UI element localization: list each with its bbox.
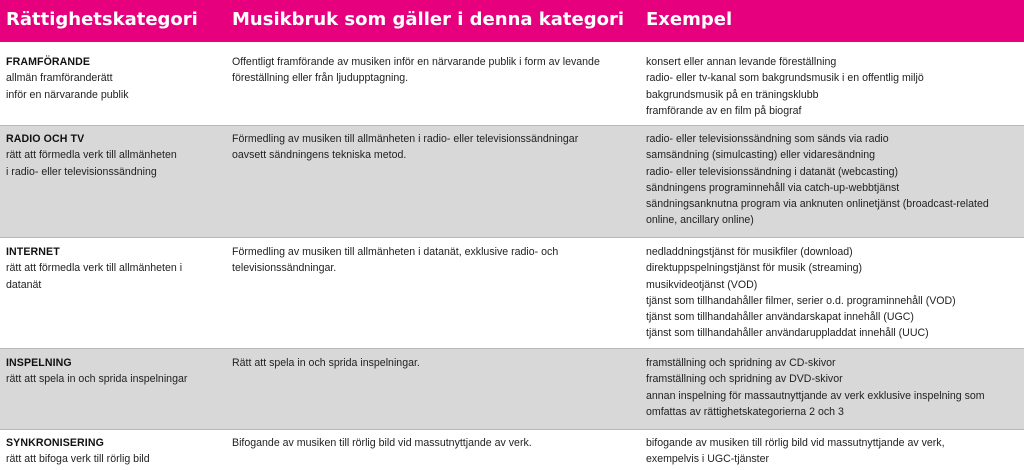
row-usage-cell <box>232 131 632 164</box>
usage-line: Förmedling av musiken till allmänheten i datanät, exklusive radio- och <box>232 246 559 258</box>
example-line: framställning och spridning av CD-skivor <box>646 357 836 369</box>
example-line: exempelvis i UGC-tjänster <box>646 453 770 466</box>
usage-line: televisionssändningar. <box>232 262 337 275</box>
row-usage-cell <box>232 355 632 371</box>
row-examples-cell <box>646 355 1018 420</box>
example-line: tjänst som tillhandahåller användarskapat innehåll (UGC) <box>646 311 914 324</box>
row-examples-cell <box>646 131 1018 229</box>
row-subtitle-line: inför en närvarande publik <box>6 88 129 101</box>
usage-line: Förmedling av musiken till allmänheten i radio- eller televisionssändningar <box>232 133 579 145</box>
row-title: INSPELNING <box>6 357 72 369</box>
example-line: direktuppspelningstjänst för musik (streaming) <box>646 262 863 275</box>
example-line: omfattas av rättighetskategorierna 2 och 3 <box>646 405 844 418</box>
row-subtitle-line: rätt att förmedla verk till allmänheten i <box>6 262 183 275</box>
example-line: tjänst som tillhandahåller filmer, serier o.d. programinnehåll (VOD) <box>646 294 956 307</box>
row-subtitle-line: rätt att bifoga verk till rörlig bild <box>6 453 150 466</box>
row-subtitle-line: rätt att spela in och sprida inspelningar <box>6 373 188 386</box>
usage-line: föreställning eller från ljudupptagning. <box>232 72 409 85</box>
row-subtitle-line: datanät <box>6 278 42 291</box>
example-line: samsändning (simulcasting) eller vidaresändning <box>646 149 876 162</box>
row-subtitle-line: rätt att förmedla verk till allmänheten <box>6 149 177 162</box>
example-line: annan inspelning för massautnyttjande av verk exklusive inspelning som <box>646 389 985 402</box>
row-category-cell <box>6 131 226 180</box>
row-title: SYNKRONISERING <box>6 437 104 449</box>
example-line: framförande av en film på biograf <box>646 104 802 117</box>
table-header <box>0 0 1024 42</box>
usage-line: Offentligt framförande av musiken inför en närvarande publik i form av levande <box>232 56 600 68</box>
example-line: bakgrundsmusik på en träningsklubb <box>646 88 819 101</box>
row-usage-cell <box>232 244 632 277</box>
example-line: radio- eller televisionssändning i datanät (webcasting) <box>646 165 899 178</box>
usage-line: Rätt att spela in och sprida inspelningar. <box>232 357 420 369</box>
row-category-cell <box>6 54 226 103</box>
row-title: FRAMFÖRANDE <box>6 56 91 68</box>
example-line: musikvideotjänst (VOD) <box>646 278 758 291</box>
header-category: Rättighetskategori <box>6 9 198 30</box>
example-line: framställning och spridning av DVD-skivor <box>646 373 843 386</box>
example-line: tjänst som tillhandahåller användaruppladdat innehåll (UUC) <box>646 327 929 340</box>
row-title: RADIO OCH TV <box>6 133 85 145</box>
example-line: bifogande av musiken till rörlig bild vid massutnyttjande av verk, <box>646 437 945 449</box>
row-subtitle-line: allmän framföranderätt <box>6 72 113 85</box>
example-line: nedladdningstjänst för musikfiler (download) <box>646 246 853 258</box>
header-usage: Musikbruk som gäller i denna kategori <box>232 9 625 30</box>
row-examples-cell <box>646 435 1018 468</box>
example-line: radio- eller televisionssändning som sänds via radio <box>646 133 889 145</box>
example-line: sändningens programinnehåll via catch-up-webbtjänst <box>646 181 900 194</box>
example-line: konsert eller annan levande föreställning <box>646 56 837 68</box>
row-title: INTERNET <box>6 246 60 258</box>
row-category-cell <box>6 435 226 468</box>
example-line: radio- eller tv-kanal som bakgrundsmusik i en offentlig miljö <box>646 72 924 85</box>
row-category-cell <box>6 244 226 293</box>
row-examples-cell <box>646 244 1018 342</box>
row-examples-cell <box>646 54 1018 119</box>
usage-line: oavsett sändningens tekniska metod. <box>232 149 407 162</box>
row-usage-cell <box>232 435 632 451</box>
header-examples: Exempel <box>646 9 733 30</box>
row-subtitle-line: i radio- eller televisionssändning <box>6 165 157 178</box>
example-line: online, ancillary online) <box>646 214 754 227</box>
usage-line: Bifogande av musiken till rörlig bild vid massutnyttjande av verk. <box>232 437 532 449</box>
row-usage-cell <box>232 54 632 87</box>
row-category-cell <box>6 355 226 388</box>
example-line: sändningsanknutna program via anknuten onlinetjänst (broadcast-related <box>646 198 989 211</box>
